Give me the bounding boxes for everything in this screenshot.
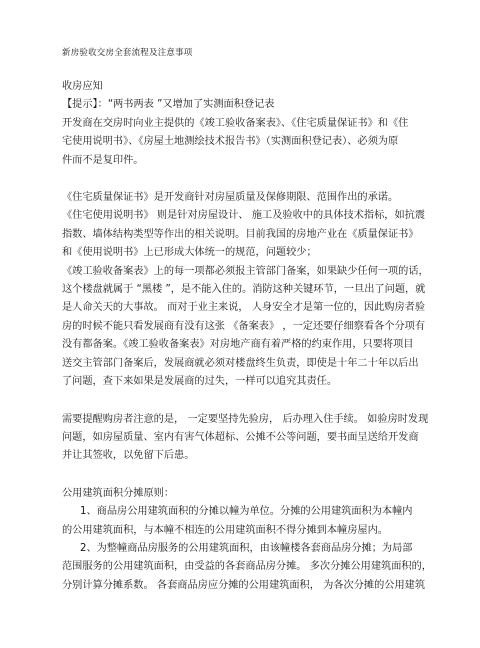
paragraph-line: 和《使用说明书》上已形成大体统一的规范，问题较少； (62, 247, 317, 259)
paragraph-spacer (62, 392, 422, 411)
paragraph-line: 需要提醒购房者注意的是， 一定要坚持先验房， 后办理入住手续。 如验房时发现 (62, 413, 429, 425)
paragraph-line: 没有都备案。《竣工验收备案表》对房地产商有着严格的约束作用，只要将项目 (62, 339, 414, 351)
document-title: 新房验收交房全套流程及注意事项 (62, 48, 193, 58)
paragraph-line: 了问题，查下来如果是发展商的过失，一样可以追究其责任。 (62, 376, 338, 388)
paragraph-line: 开发商在交房时向业主提供的《竣工验收备案表》、《住宅质量保证书》和《住 (62, 117, 409, 129)
paragraph-line: 件而不是复印件。 (62, 154, 144, 166)
paragraph-line: 《住宅质量保证书》是开发商针对房屋质量及保修期限、范围作出的承诺。 (62, 192, 399, 204)
list-item-line: 分别计算分摊系数。 各套商品房应分摊的公用建筑面积， 为各次分摊的公用建筑 (62, 579, 426, 591)
section-heading: 收房应知 (62, 81, 103, 92)
section-heading: 公用建筑面积分摊原则： (62, 487, 175, 499)
paragraph-line: 送交主管部门备案后，发展商就必须对楼盘终生负责，即使是十年二十年以后出 (62, 357, 419, 369)
list-item-line: 的公用建筑面积，与本幢不相连的公用建筑面积不得分摊到本幢房屋内。 (62, 524, 388, 536)
list-item-line: 范围服务的公用建筑面积，由受益的各套商品房分摊。 多次分摊公用建筑面积的， (62, 561, 432, 573)
paragraph-line: 是人命关天的大事故。 而对于业主来说， 人身安全才是第一位的，因此购房者验 (62, 302, 426, 314)
paragraph-line: 这个楼盘就属于 “黑楼 ”，是不能入住的。消防这种关键环节，一旦出了问题，就 (62, 284, 426, 296)
document-body (62, 78, 432, 595)
list-item-line: 2、为整幢商品房服务的公用建筑面积，由该幢楼各套商品房分摊；为局部 (80, 542, 413, 554)
paragraph-line: 《竣工验收备案表》上的每一项都必须报主管部门备案，如果缺少任何一项的话， (62, 265, 429, 277)
paragraph-line: 问题，如房屋质量、室内有害气体超标、公摊不公等问题，要书面呈送给开发商 (62, 431, 419, 443)
paragraph-line: 房的时候不能只看发展商有没有这张 《备案表》 ，一定还要仔细察看各个分项有 (62, 320, 426, 332)
paragraph-line: 《住宅使用说明书》 则是针对房屋设计、 施工及验收中的具体技术指标，如抗震 (62, 210, 426, 222)
paragraph-spacer (62, 170, 422, 189)
paragraph-spacer (62, 466, 422, 485)
list-item-line: 1、商品房公用建筑面积的分摊以幢为单位。分摊的公用建筑面积为本幢内 (80, 506, 413, 518)
paragraph-line: 指数、墙体结构类型等作出的相关说明。目前我国的房地产业在《质量保证书》 (62, 228, 419, 240)
paragraph-line: 宅使用说明书》、《房屋土地测绘技术报告书》（实测面积登记表）、必须为原 (62, 136, 399, 148)
tip-line: 【提示】：“两书两表 ”又增加了实测面积登记表 (62, 99, 275, 111)
paragraph-line: 并让其签收，以免留下后患。 (62, 450, 195, 462)
